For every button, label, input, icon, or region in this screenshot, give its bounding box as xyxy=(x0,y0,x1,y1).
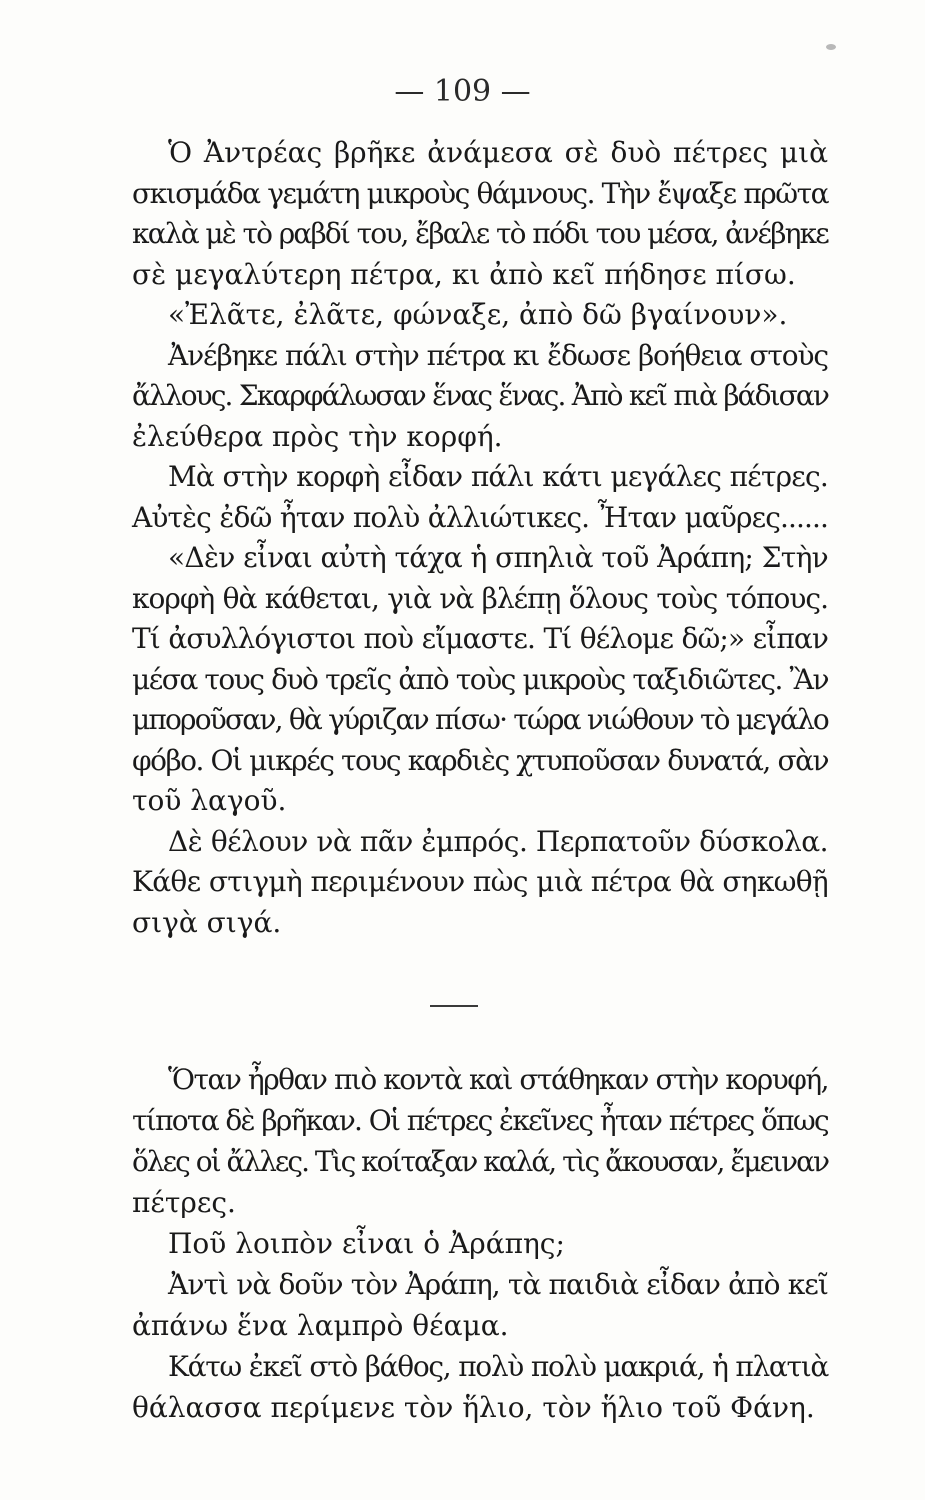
text-line: σὲ μεγαλύτερη πέτρα, κι ἀπὸ κεῖ πήδησε πίσω. xyxy=(132,257,796,291)
text-line: Αὐτὲς ἐδῶ ἦταν πολὺ ἀλλιώτικες. Ἦταν μαῦρες...... xyxy=(132,500,828,534)
text-line: κορφὴ θὰ κάθεται, γιὰ νὰ βλέπῃ ὅλους τοὺς τόπους. xyxy=(132,581,828,615)
text-line: Ἀντὶ νὰ δοῦν τὸν Ἀράπη, τὰ παιδιὰ εἶδαν ἀπὸ κεῖ xyxy=(168,1268,828,1301)
text-line: μποροῦσαν, θὰ γύριζαν πίσω· τώρα νιώθουν τὸ μεγάλο xyxy=(132,703,828,736)
text-line: Τί ἀσυλλόγιστοι ποὺ εἴμαστε. Τί θέλομε δῶ;» εἶπαν xyxy=(132,622,828,655)
text-line: μέσα τους δυὸ τρεῖς ἀπὸ τοὺς μικροὺς ταξιδιῶτες. Ἂν xyxy=(132,662,828,696)
text-line: Δὲ θέλουν νὰ πᾶν ἐμπρός. Περπατοῦν δύσκολα. xyxy=(168,824,828,858)
text-line: ἄλλους. Σκαρφάλωσαν ἕνας ἕνας. Ἀπὸ κεῖ πιὰ βάδισαν xyxy=(132,379,828,412)
page-speck xyxy=(826,44,836,50)
page-number: — 109 — xyxy=(394,74,531,109)
text-line: ἐλεύθερα πρὸς τὴν κορφή. xyxy=(132,419,503,453)
text-line: τίποτα δὲ βρῆκαν. Οἱ πέτρες ἐκεῖνες ἦταν πέτρες ὅπως xyxy=(132,1104,828,1137)
text-line: ὅλες οἱ ἄλλες. Τὶς κοίταξαν καλά, τὶς ἄκουσαν, ἔμειναν xyxy=(132,1145,828,1178)
text-line: «Ἐλᾶτε, ἐλᾶτε, φώναξε, ἀπὸ δῶ βγαίνουν». xyxy=(168,298,788,331)
text-line: Ὅταν ἦρθαν πιὸ κοντὰ καὶ στάθηκαν στὴν κορυφή, xyxy=(168,1063,828,1096)
text-line: φόβο. Οἱ μικρές τους καρδιὲς χτυποῦσαν δυνατά, σὰν xyxy=(132,743,828,777)
text-line: σκισμάδα γεμάτη μικροὺς θάμνους. Τὴν ἔψαξε πρῶτα xyxy=(132,176,828,210)
text-line: Ἀνέβηκε πάλι στὴν πέτρα κι ἔδωσε βοήθεια στοὺς xyxy=(168,338,828,372)
text-line: ἀπάνω ἕνα λαμπρὸ θέαμα. xyxy=(132,1309,509,1342)
text-section-2 xyxy=(132,1059,828,1428)
text-section-1 xyxy=(132,133,828,943)
text-line: Μὰ στὴν κορφὴ εἶδαν πάλι κάτι μεγάλες πέτρες. xyxy=(168,460,828,493)
section-divider xyxy=(430,1005,478,1007)
text-line: καλὰ μὲ τὸ ραβδί του, ἔβαλε τὸ πόδι του μέσα, ἀνέβηκε xyxy=(132,217,828,250)
text-line: Ὁ Ἀντρέας βρῆκε ἀνάμεσα σὲ δυὸ πέτρες μιὰ xyxy=(168,136,828,169)
text-line: σιγὰ σιγά. xyxy=(132,905,282,939)
text-line: Κάθε στιγμὴ περιμένουν πὼς μιὰ πέτρα θὰ σηκωθῇ xyxy=(132,865,828,898)
text-line: «Δὲν εἶναι αὐτὴ τάχα ἡ σπηλιὰ τοῦ Ἀράπη; Στὴν xyxy=(168,541,828,574)
text-line: πέτρες. xyxy=(132,1186,236,1219)
text-line: Κάτω ἐκεῖ στὸ βάθος, πολὺ πολὺ μακριά, ἡ πλατιὰ xyxy=(168,1350,828,1383)
text-line: Ποῦ λοιπὸν εἶναι ὁ Ἀράπης; xyxy=(168,1227,565,1260)
text-line: τοῦ λαγοῦ. xyxy=(132,784,287,817)
text-line: θάλασσα περίμενε τὸν ἥλιο, τὸν ἥλιο τοῦ Φάνη. xyxy=(132,1391,815,1424)
